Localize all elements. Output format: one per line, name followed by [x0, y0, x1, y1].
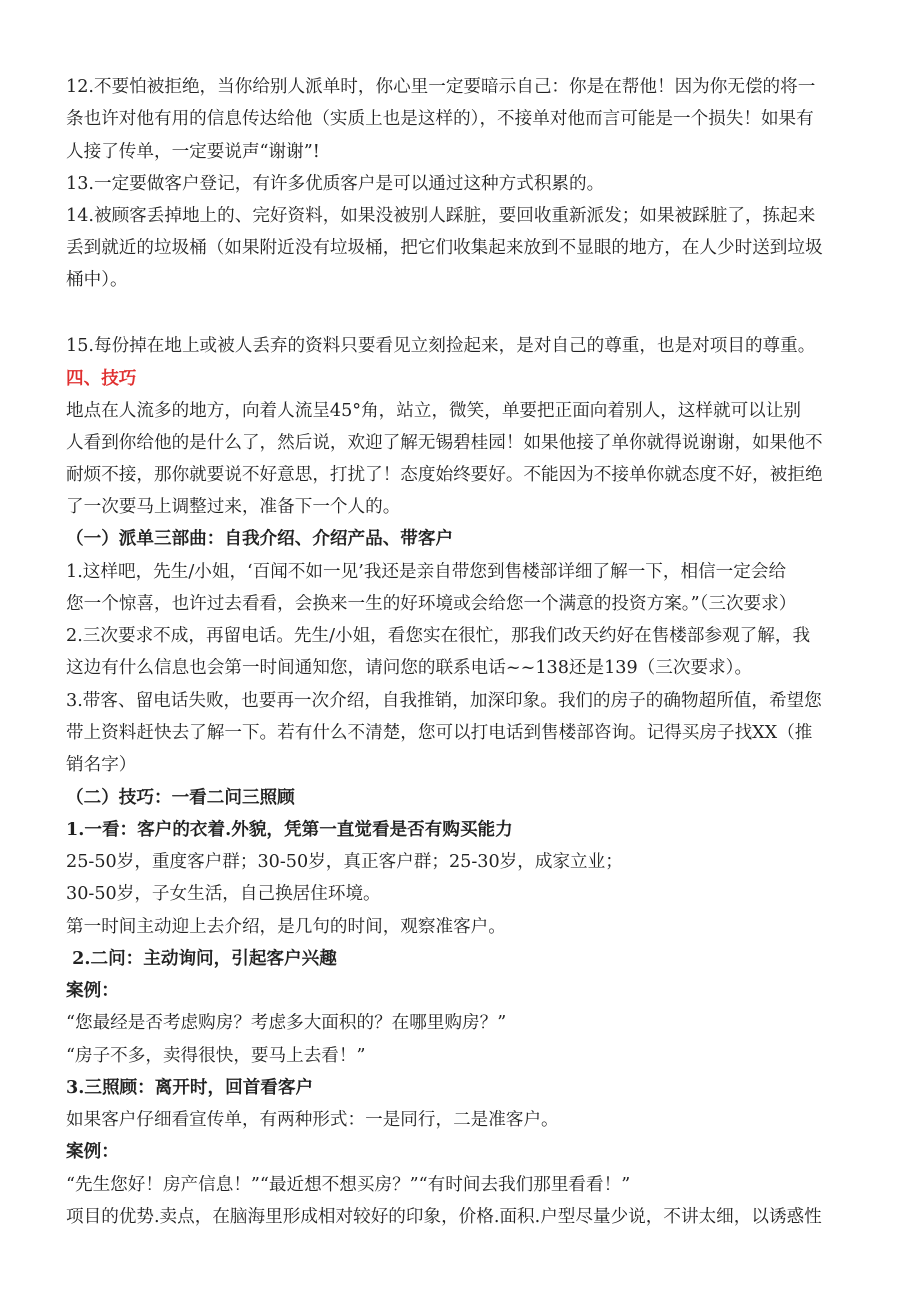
- paragraph-line: 15.每份掉在地上或被人丢弃的资料只要看见立刻捡起来，是对自己的尊重，也是对项目的尊重。: [66, 336, 816, 356]
- paragraph-line: 了一次要马上调整过来，准备下一个人的。: [66, 497, 401, 517]
- item-heading: 1.一看：客户的衣着.外貌，凭第一直觉看是否有购买能力: [66, 819, 513, 840]
- paragraph-line: 14.被顾客丢掉地上的、完好资料，如果没被别人踩脏，要回收重新派发；如果被踩脏了，拣起来: [66, 206, 816, 226]
- paragraph-line: 销名字）: [66, 755, 137, 775]
- item-heading: 2.二问：主动询问，引起客户兴趣: [66, 948, 337, 969]
- paragraph-line: 第一时间主动迎上去介绍，是几句的时间，观察准客户。: [66, 917, 506, 937]
- paragraph-line: 桶中）。: [66, 270, 128, 290]
- paragraph-line: 带上资料赶快去了解一下。若有什么不清楚，您可以打电话到售楼部咨询。记得买房子找XX（推: [66, 723, 813, 743]
- paragraph-line: 耐烦不接，那你就要说不好意思，打扰了！态度始终要好。不能因为不接单你就态度不好，被拒绝: [66, 465, 823, 485]
- paragraph-line: 人接了传单，一定要说声“谢谢”!: [66, 142, 320, 162]
- case-label: 案例：: [66, 980, 119, 1001]
- paragraph-line: 25-50岁，重度客户群；30-50岁，真正客户群；25-30岁，成家立业；: [66, 852, 623, 872]
- paragraph-line: 地点在人流多的地方，向着人流呈45°角，站立，微笑，单要把正面向着别人，这样就可以让别: [66, 401, 801, 421]
- paragraph-line: 30-50岁，子女生活，自己换居住环境。: [66, 884, 381, 904]
- section-heading: 四、技巧: [66, 368, 137, 389]
- subsection-heading: （二）技巧：一看二问三照顾: [66, 787, 295, 808]
- subsection-heading: （一）派单三部曲：自我介绍、介绍产品、带客户: [66, 528, 454, 549]
- paragraph-line: 12.不要怕被拒绝，当你给别人派单时，你心里一定要暗示自己：你是在帮他！因为你无偿的将一: [66, 77, 816, 97]
- paragraph-line: 您一个惊喜，也许过去看看，会换来一生的好环境或会给您一个满意的投资方案。”（三次要求）: [66, 594, 797, 614]
- paragraph-line: 如果客户仔细看宣传单，有两种形式：一是同行，二是准客户。: [66, 1110, 559, 1130]
- quote-line: “房子不多，卖得很快，要马上去看！”: [66, 1046, 366, 1066]
- case-label: 案例：: [66, 1141, 119, 1162]
- paragraph-line: 13.一定要做客户登记，有许多优质客户是可以通过这种方式积累的。: [66, 174, 605, 194]
- paragraph-line: 3.带客、留电话失败，也要再一次介绍，自我推销，加深印象。我们的房子的确物超所值，希望您: [66, 691, 822, 711]
- item-heading: 3.三照顾：离开时，回首看客户: [66, 1077, 314, 1098]
- paragraph-line: 1.这样吧，先生/小姐，‘百闻不如一见’我还是亲自带您到售楼部详细了解一下，相信一定会给: [66, 562, 787, 582]
- quote-line: “您最经是否考虑购房？考虑多大面积的？在哪里购房？”: [66, 1013, 507, 1033]
- paragraph-line: 人看到你给他的是什么了，然后说，欢迎了解无锡碧桂园！如果他接了单你就得说谢谢，如果他不: [66, 433, 823, 453]
- quote-line: “先生您好！房产信息！”“最近想不想买房？”“有时间去我们那里看看！”: [66, 1175, 631, 1195]
- paragraph-line: 丢到就近的垃圾桶（如果附近没有垃圾桶，把它们收集起来放到不显眼的地方，在人少时送到垃圾: [66, 238, 823, 258]
- paragraph-line: 项目的优势.卖点，在脑海里形成相对较好的印象，价格.面积.户型尽量少说，不讲太细，以诱惑性: [66, 1207, 822, 1227]
- paragraph-line: 这边有什么信息也会第一时间通知您，请问您的联系电话~~138还是139（三次要求）。: [66, 658, 753, 678]
- paragraph-line: 条也许对他有用的信息传达给他（实质上也是这样的），不接单对他而言可能是一个损失！如果有: [66, 109, 814, 129]
- paragraph-line: 2.三次要求不成，再留电话。先生/小姐，看您实在很忙，那我们改天约好在售楼部参观了解，我: [66, 626, 811, 646]
